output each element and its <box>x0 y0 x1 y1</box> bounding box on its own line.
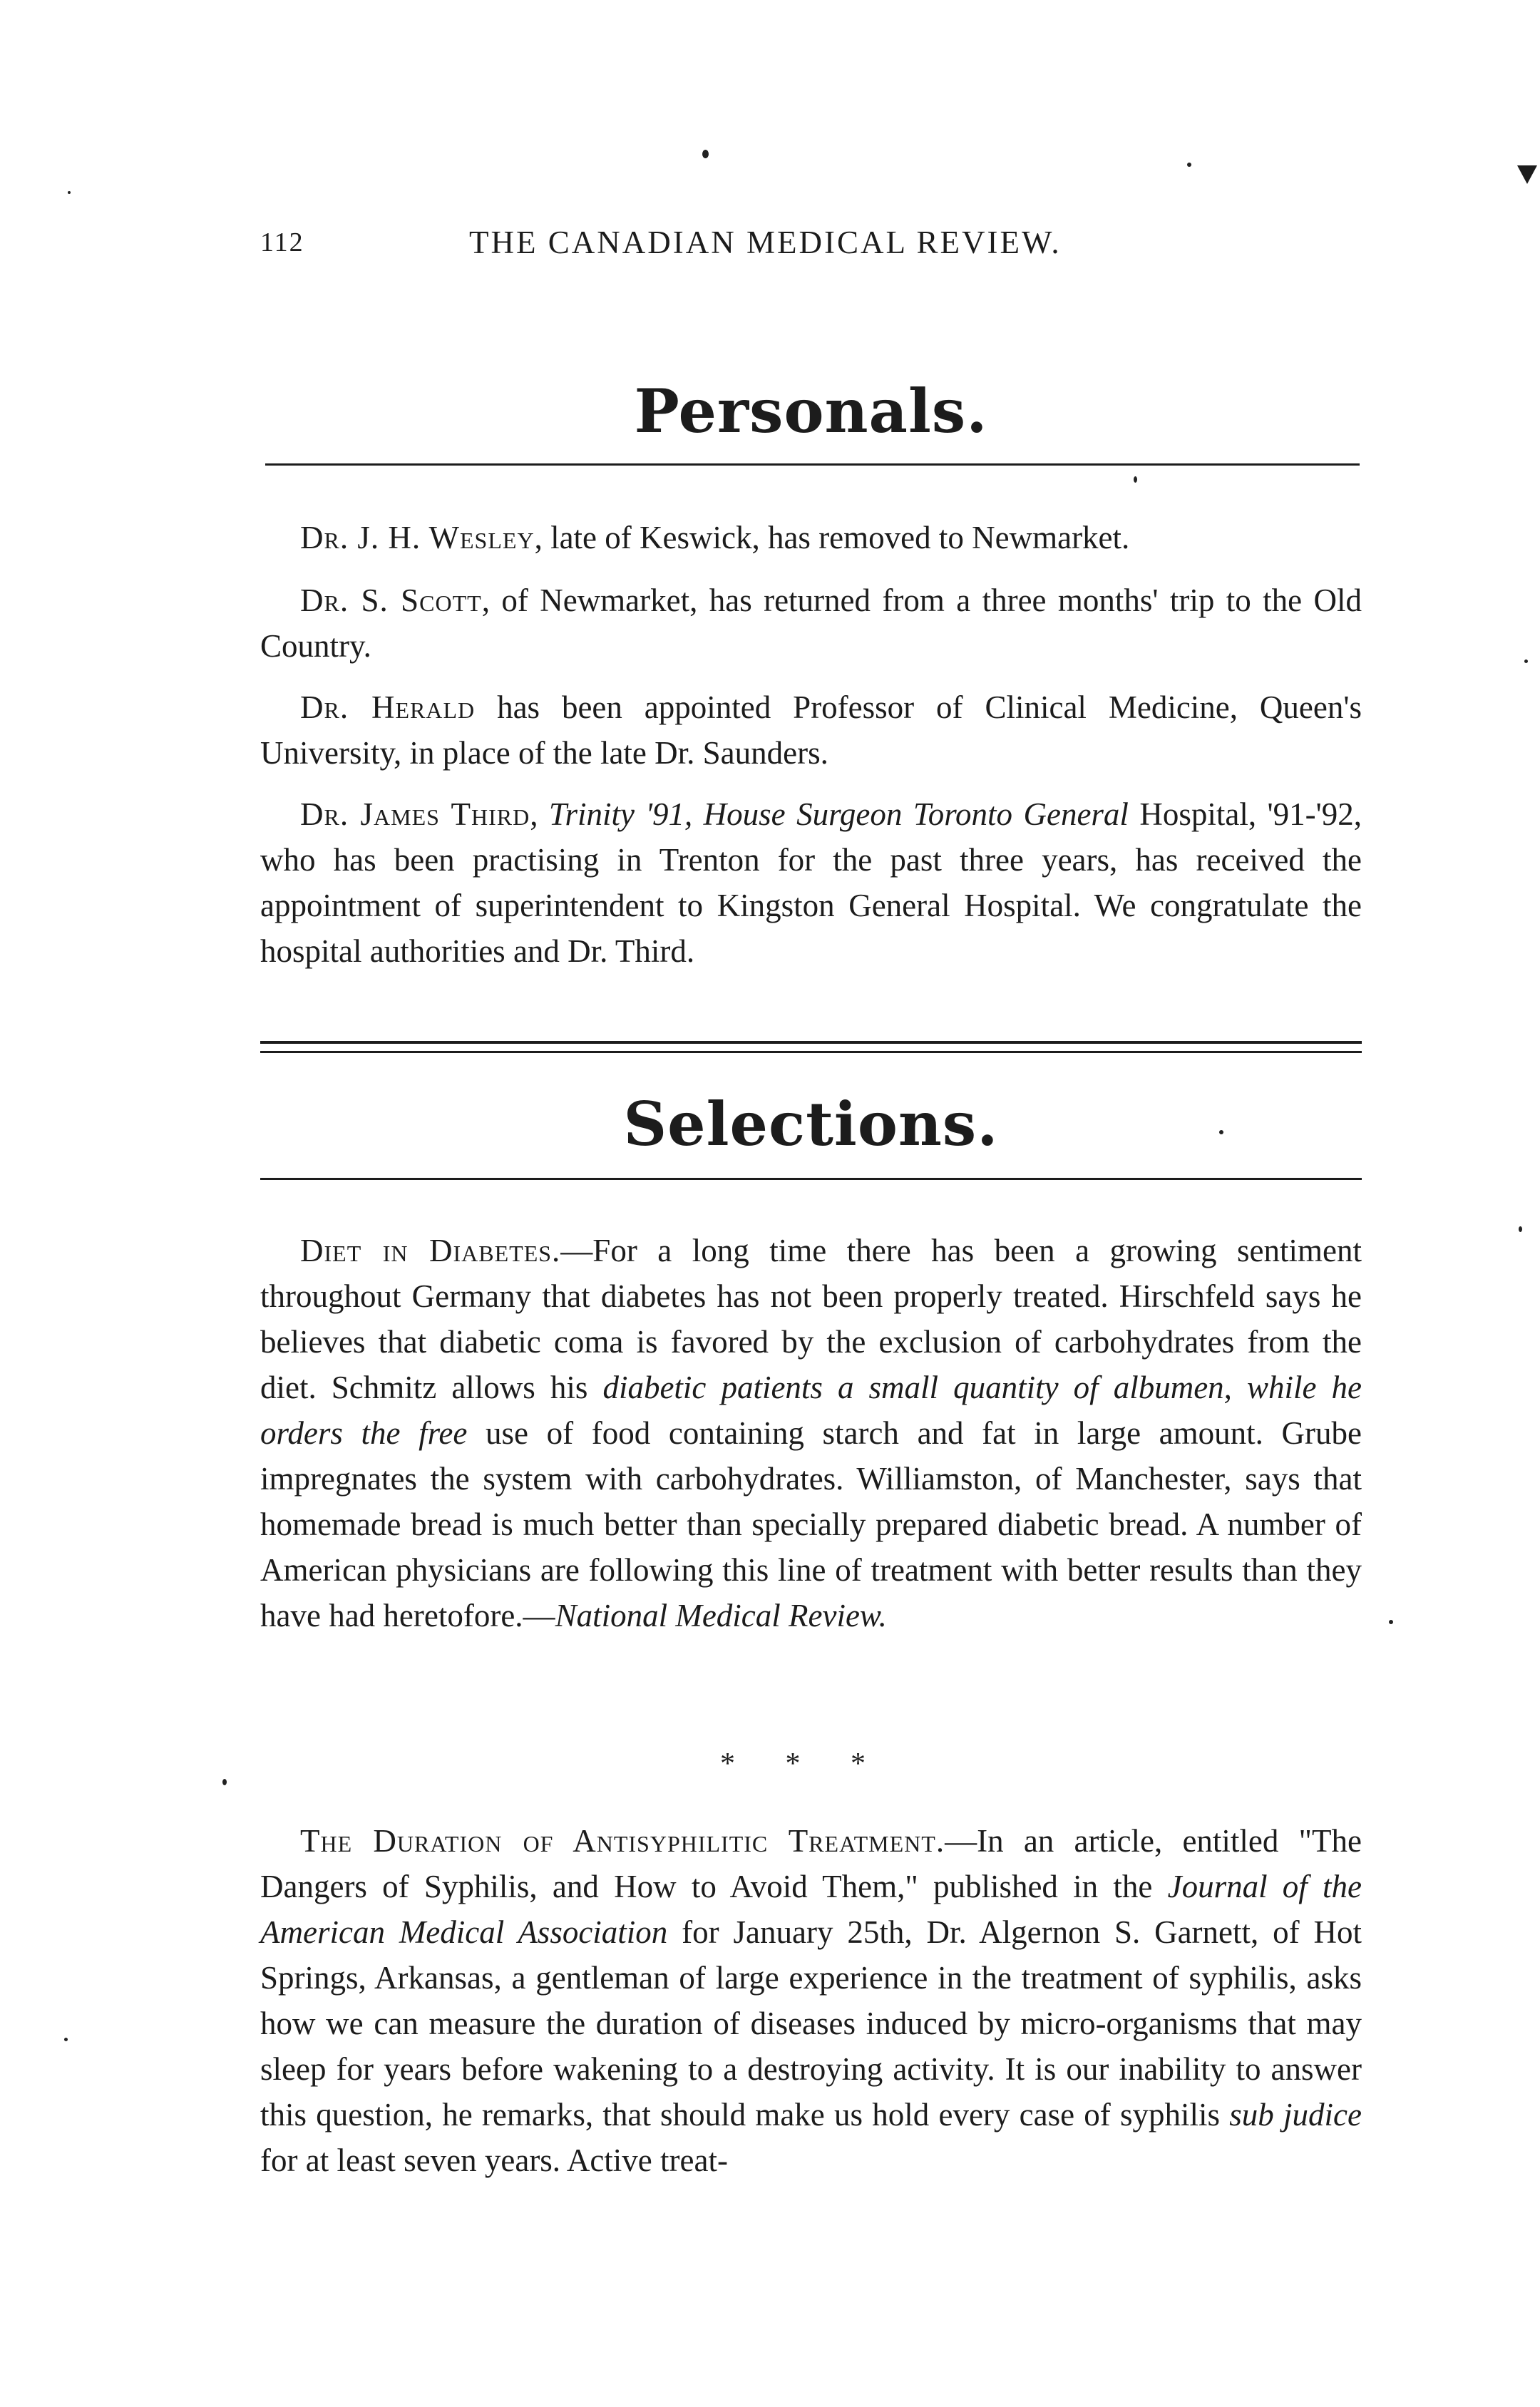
corner-mark-icon <box>1517 165 1537 184</box>
scan-speck <box>1187 163 1191 167</box>
personal-item-herald <box>260 684 1362 776</box>
selections-heading: Selections. <box>623 1089 999 1159</box>
person-text-italic: Trinity '91, House Surgeon Toronto General <box>548 796 1129 832</box>
person-text: , of Newmarket, has returned from a three months' trip to the Old Country. <box>260 582 1362 664</box>
scan-speck <box>702 150 709 158</box>
personal-item-wesley <box>260 515 1362 560</box>
personal-item-scott <box>260 578 1362 669</box>
article-journal: Journal of the American Medical Association <box>260 1869 1362 1950</box>
scan-speck <box>68 191 71 194</box>
section-separator: * * * <box>720 1747 887 1780</box>
article-source: National Medical Review. <box>555 1598 887 1633</box>
person-name: Dr. James Third <box>300 796 530 832</box>
running-head <box>260 227 1362 270</box>
article-text-italic: diabetic patients a small quantity of albumen, while he orders the free <box>260 1370 1362 1451</box>
article-text: —For a long time there has been a growing sentiment throughout Germany that diabetes has not been properly treated. Hirschfeld says he believes that diabetic coma is favored by the exclusion of carbohydrates from the diet. Schmitz allows his <box>260 1233 1362 1405</box>
scan-speck <box>1524 660 1528 663</box>
selections-rule <box>260 1178 1362 1180</box>
person-text: Hospital, '91-'92, who has been practising in Trenton for the past three years, has received the appointment of superintendent to Kingston General Hospital. We congratulate the hospital authorities and Dr. Third. <box>260 796 1362 969</box>
personal-item-third <box>260 791 1362 974</box>
article-diet-in-diabetes <box>260 1228 1362 1638</box>
scan-speck <box>1134 476 1137 483</box>
article-text-italic: sub judice <box>1229 2097 1362 2133</box>
person-text: has been appointed Professor of Clinical Medicine, Queen's University, in place of the late Dr. Saunders. <box>260 689 1362 771</box>
journal-title: THE CANADIAN MEDICAL REVIEW. <box>469 225 1062 260</box>
article-text: use of food containing starch and fat in large amount. Grube impregnates the system with carbohydrates. Williamston, of Manchester, says that homemade bread is much better than specially prepared diabetic bread. A number of American physicians are following this line of treatment with better results than they have had heretofore.— <box>260 1415 1362 1633</box>
page-number: 112 <box>260 227 304 257</box>
article-text: for January 25th, Dr. Algernon S. Garnett, of Hot Springs, Arkansas, a gentleman of large experience in the treatment of syphilis, asks how we can measure the duration of diseases induced by micro-organisms that may sleep for years before wakening to a destroying activity. It is our inability to answer this question, he remarks, that should make us hold every case of syphilis <box>260 1914 1362 2133</box>
scan-speck <box>1519 1226 1522 1232</box>
person-name: Dr. S. Scott <box>300 582 482 618</box>
section-double-rule-top <box>260 1041 1362 1044</box>
article-text: for at least seven years. Active treat- <box>260 2142 728 2178</box>
personals-rule <box>265 463 1360 466</box>
person-text: , <box>530 796 549 832</box>
article-antisyphilitic-treatment <box>260 1818 1362 2183</box>
article-title: The Duration of Antisyphilitic Treatment. <box>300 1823 945 1859</box>
personals-heading: Personals. <box>634 376 988 446</box>
scan-speck <box>1389 1620 1393 1624</box>
scan-speck <box>64 2038 68 2041</box>
person-name: Dr. Herald <box>300 689 476 725</box>
scan-speck <box>222 1779 227 1785</box>
person-name: Dr. J. H. Wesley <box>300 520 535 555</box>
section-double-rule-bottom <box>260 1051 1362 1053</box>
article-text: —In an article, entitled "The Dangers of Syphilis, and How to Avoid Them," published in the <box>260 1823 1362 1904</box>
person-text: , late of Keswick, has removed to Newmarket. <box>534 520 1130 555</box>
article-title: Diet in Diabetes. <box>300 1233 561 1268</box>
